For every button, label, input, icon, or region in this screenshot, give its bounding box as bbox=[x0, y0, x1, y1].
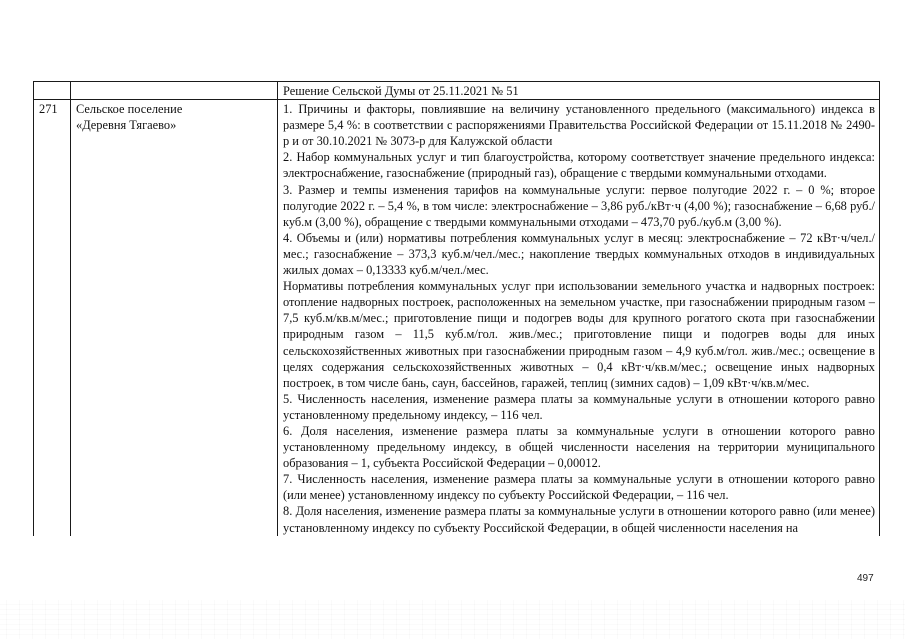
header-empty-cell-1 bbox=[34, 82, 71, 100]
document-table bbox=[33, 81, 880, 536]
paragraph-norms: Нормативы потребления коммунальных услуг при использовании земельного участка и надворных построек: отопление надворных построек, расположенных на земельном участке, при газоснабжении природным газом – 7,5 куб.м/кв.м/мес.; приготовление пищи и подогрев воды для крупного рогатого скота при газоснабжении природным газом – 11,5 куб.м/гол. жив./мес.; приготовление пищи и подогрев воды для иных сельскохозяйственных животных при газоснабжении природным газом – 4,9 куб.м/гол. жив./мес.; освещение в целях содержания сельскохозяйственных животных – 0,4 кВт·ч/кв.м/мес.; освещение иных надворных построек, в том числе бань, саун, бассейнов, гаражей, теплиц (зимних садов) – 1,09 кВт·ч/кв.м/мес. bbox=[283, 279, 875, 390]
paragraph-6: 6. Доля населения, изменение размера платы за коммунальные услуги в отношении которого равно установленному предельному индексу, в общей численности населения на территории муниципального образования – 1, субъекта Российской Федерации – 0,00012. bbox=[283, 423, 875, 471]
settlement-name-line-2: «Деревня Тягаево» bbox=[76, 118, 177, 133]
paragraph-7: 7. Численность населения, изменение размера платы за коммунальные услуги в отношении которого равно (или менее) установленному индексу по субъекту Российской Федерации, – 116 чел. bbox=[283, 472, 875, 503]
scan-noise bbox=[0, 600, 905, 639]
table-row bbox=[34, 100, 880, 536]
paragraph-5: 5. Численность населения, изменение размера платы за коммунальные услуги в отношении которого равно установленному предельному индексу, – 116 чел. bbox=[283, 391, 875, 422]
row-content-cell bbox=[278, 100, 880, 536]
paragraph-4: 4. Объемы и (или) нормативы потребления коммунальных услуг в месяц: электроснабжение – 72 кВт·ч/чел./мес.; газоснабжение – 373,3 куб.м/чел./мес.; накопление твердых коммунальных отходов в индивидуальных жилых домах – 0,13333 куб.м/чел./мес. bbox=[283, 230, 875, 278]
decision-reference: Решение Сельской Думы от 25.11.2021 № 51 bbox=[278, 82, 880, 100]
paragraph-1: 1. Причины и факторы, повлиявшие на величину установленного предельного (максимального) индекса в размере 5,4 %: в соответствии с распоряжениями Правительства Российской Федерации от 15.11.2018 № 2490-р и от 30.10.2021 № 3073-р для Калужской области bbox=[283, 102, 875, 149]
table-header-row bbox=[34, 82, 880, 100]
paragraph-8: 8. Доля населения, изменение размера платы за коммунальные услуги в отношении которого равно (или менее) установленному индексу по субъекту Российской Федерации, в общей численности населения на bbox=[283, 504, 875, 535]
page-number: 497 bbox=[857, 573, 874, 584]
paragraph-2: 2. Набор коммунальных услуг и тип благоустройства, которому соответствует значение предельного индекса: электроснабжение, газоснабжение (природный газ), обращение с твердыми коммунальными отходами. bbox=[283, 150, 875, 181]
header-empty-cell-2 bbox=[71, 82, 278, 100]
row-number: 271 bbox=[34, 100, 71, 536]
settlement-name-line-1: Сельское поселение bbox=[76, 102, 183, 117]
paragraph-3: 3. Размер и темпы изменения тарифов на коммунальные услуги: первое полугодие 2022 г. – 0 %; второе полугодие 2022 г. – 5,4 %, в том числе: электроснабжение – 3,86 руб./кВт·ч (4,00 %); газоснабжение – 6,68 руб./куб.м (3,00 %), обращение с твердыми коммунальными отходами – 473,70 руб./куб.м (3,00 %). bbox=[283, 182, 875, 229]
settlement-name-cell bbox=[71, 100, 278, 536]
